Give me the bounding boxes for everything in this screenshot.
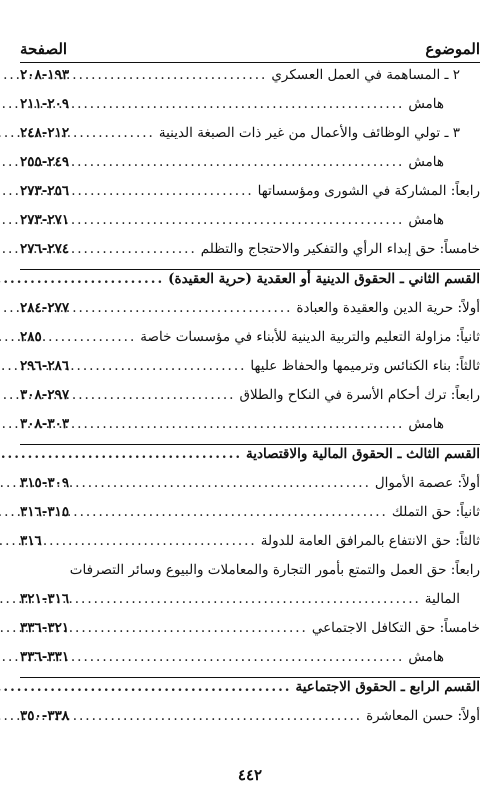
- entry-page-range: ٢٩٧-٣٠٨: [20, 387, 70, 403]
- dot-leader: [73, 240, 197, 258]
- entry-title: هامش: [408, 212, 444, 228]
- dot-leader: [73, 153, 404, 171]
- section-title: القسم الثالث ـ الحقوق المالية والاقتصادية: [246, 446, 480, 462]
- toc-entry: [20, 503, 480, 532]
- toc-entry: [20, 211, 480, 240]
- toc-header: [20, 32, 480, 63]
- toc-entry: [20, 328, 480, 357]
- entry-title: هامش: [408, 416, 444, 432]
- toc-entry: [20, 182, 480, 211]
- entry-page-range: ٣٣١-٣٣٦: [20, 649, 70, 665]
- toc-entry: [20, 619, 480, 648]
- toc-entry: [20, 707, 480, 736]
- dot-leader: [46, 532, 257, 550]
- dot-leader: [73, 357, 246, 375]
- entry-page-range: ١٩٣-٢٠٨: [20, 67, 70, 83]
- entry-title: رابعاً: حق العمل والتمتع بأمور التجارة والمعاملات والبيوع وسائر التصرفات: [69, 562, 480, 578]
- page-number: ٤٤٢: [237, 766, 263, 784]
- toc-entry: [20, 648, 480, 678]
- entry-title: أولاً: عصمة الأموال: [374, 475, 480, 491]
- toc-entry: [20, 153, 480, 182]
- entry-page-range: ٣٣٨-٣٥٠: [20, 708, 70, 724]
- dot-leader: [73, 211, 404, 229]
- entry-page-range: ٣٢١-٣٣٦: [20, 620, 70, 636]
- toc-section-heading: [20, 270, 480, 299]
- dot-leader: [73, 95, 404, 113]
- toc-entry-continuation: [20, 590, 480, 619]
- toc-entry: [20, 95, 480, 124]
- entry-page-range: ٣١٥-٣١٦: [20, 504, 70, 520]
- entry-page-range: ٢٧٤-٢٧٦: [20, 241, 70, 257]
- dot-leader: [73, 648, 404, 666]
- entry-title: رابعاً: ترك أحكام الأسرة في النكاح والطلاق: [239, 387, 480, 403]
- entry-title: أولاً: حسن المعاشرة: [366, 708, 480, 724]
- toc-entry: [20, 357, 480, 386]
- toc-entry: [20, 124, 480, 153]
- dot-leader: [73, 415, 404, 433]
- toc-entry: [20, 386, 480, 415]
- entry-title: ثانياً: مزاولة التعليم والتربية الدينية للأبناء في مؤسسات خاصة: [140, 329, 480, 345]
- topic-column-heading: الموضوع: [425, 40, 480, 58]
- page-column-heading: الصفحة: [20, 40, 68, 58]
- toc-entry: [20, 532, 480, 561]
- dot-leader: [73, 66, 267, 84]
- dot-leader: [46, 328, 136, 346]
- dot-leader: [73, 182, 254, 200]
- entry-title: ٢ ـ المساهمة في العمل العسكري: [271, 67, 460, 83]
- entry-page-range: ٣٠٩-٣١٥: [20, 475, 70, 491]
- section-title: القسم الرابع ـ الحقوق الاجتماعية: [295, 679, 480, 695]
- entry-page-range: ٢٤٩-٢٥٥: [20, 154, 70, 170]
- entry-title: خامساً: حق إبداء الرأي والتفكير والاحتجاج والتظلم: [200, 241, 480, 257]
- toc-entry-first-line: [20, 561, 480, 590]
- entry-title: خامساً: حق التكافل الاجتماعي: [311, 620, 480, 636]
- entry-page-range: ٢٥٦-٢٧٣: [20, 183, 70, 199]
- entry-page-range: ٢٠٩-٢١١: [20, 96, 70, 112]
- section-title: القسم الثاني ـ الحقوق الدينية أو العقدية (حرية العقيدة): [168, 271, 480, 287]
- dot-leader: [24, 445, 242, 463]
- entry-page-range: ٢١٢-٢٤٨: [20, 125, 70, 141]
- dot-leader: [73, 503, 388, 521]
- entry-page-range: ٢٧٧-٢٨٤: [20, 300, 70, 316]
- entry-title: ٣ ـ تولي الوظائف والأعمال من غير ذات الصبغة الدينية: [158, 125, 460, 141]
- entry-page-range: ٢٨٥: [20, 329, 42, 345]
- toc-entry: [20, 415, 480, 445]
- entry-page-range: ٣١٦-٣٢١: [20, 591, 70, 607]
- entry-page-range: ٢٧١-٢٧٣: [20, 212, 70, 228]
- toc-section-heading: [20, 445, 480, 474]
- dot-leader: [24, 678, 292, 696]
- dot-leader: [73, 386, 235, 404]
- entry-title: ثالثاً: حق الانتفاع بالمرافق العامة للدولة: [260, 533, 480, 549]
- toc-entry: [20, 240, 480, 270]
- entry-title: هامش: [408, 96, 444, 112]
- entry-title: المالية: [424, 591, 460, 607]
- entry-title: أولاً: حرية الدين والعقيدة والعبادة: [296, 300, 480, 316]
- entry-page-range: ٣٠٣-٣٠٨: [20, 416, 70, 432]
- entry-title: هامش: [408, 649, 444, 665]
- entry-title: رابعاً: المشاركة في الشورى ومؤسساتها: [257, 183, 480, 199]
- dot-leader: [73, 474, 371, 492]
- dot-leader: [73, 619, 308, 637]
- toc-list: [20, 66, 480, 736]
- dot-leader: [24, 270, 164, 288]
- dot-leader: [73, 590, 421, 608]
- entry-page-range: ٣١٦: [20, 533, 42, 549]
- entry-page-range: ٢٨٦-٢٩٦: [20, 358, 70, 374]
- dot-leader: [73, 124, 155, 142]
- toc-entry: [20, 66, 480, 95]
- dot-leader: [73, 707, 362, 725]
- entry-title: ثانياً: حق التملك: [391, 504, 480, 520]
- entry-title: ثالثاً: بناء الكنائس وترميمها والحفاظ عليها: [250, 358, 480, 374]
- toc-section-heading: [20, 678, 480, 707]
- dot-leader: [73, 299, 292, 317]
- toc-entry: [20, 474, 480, 503]
- entry-title: هامش: [408, 154, 444, 170]
- toc-entry: [20, 299, 480, 328]
